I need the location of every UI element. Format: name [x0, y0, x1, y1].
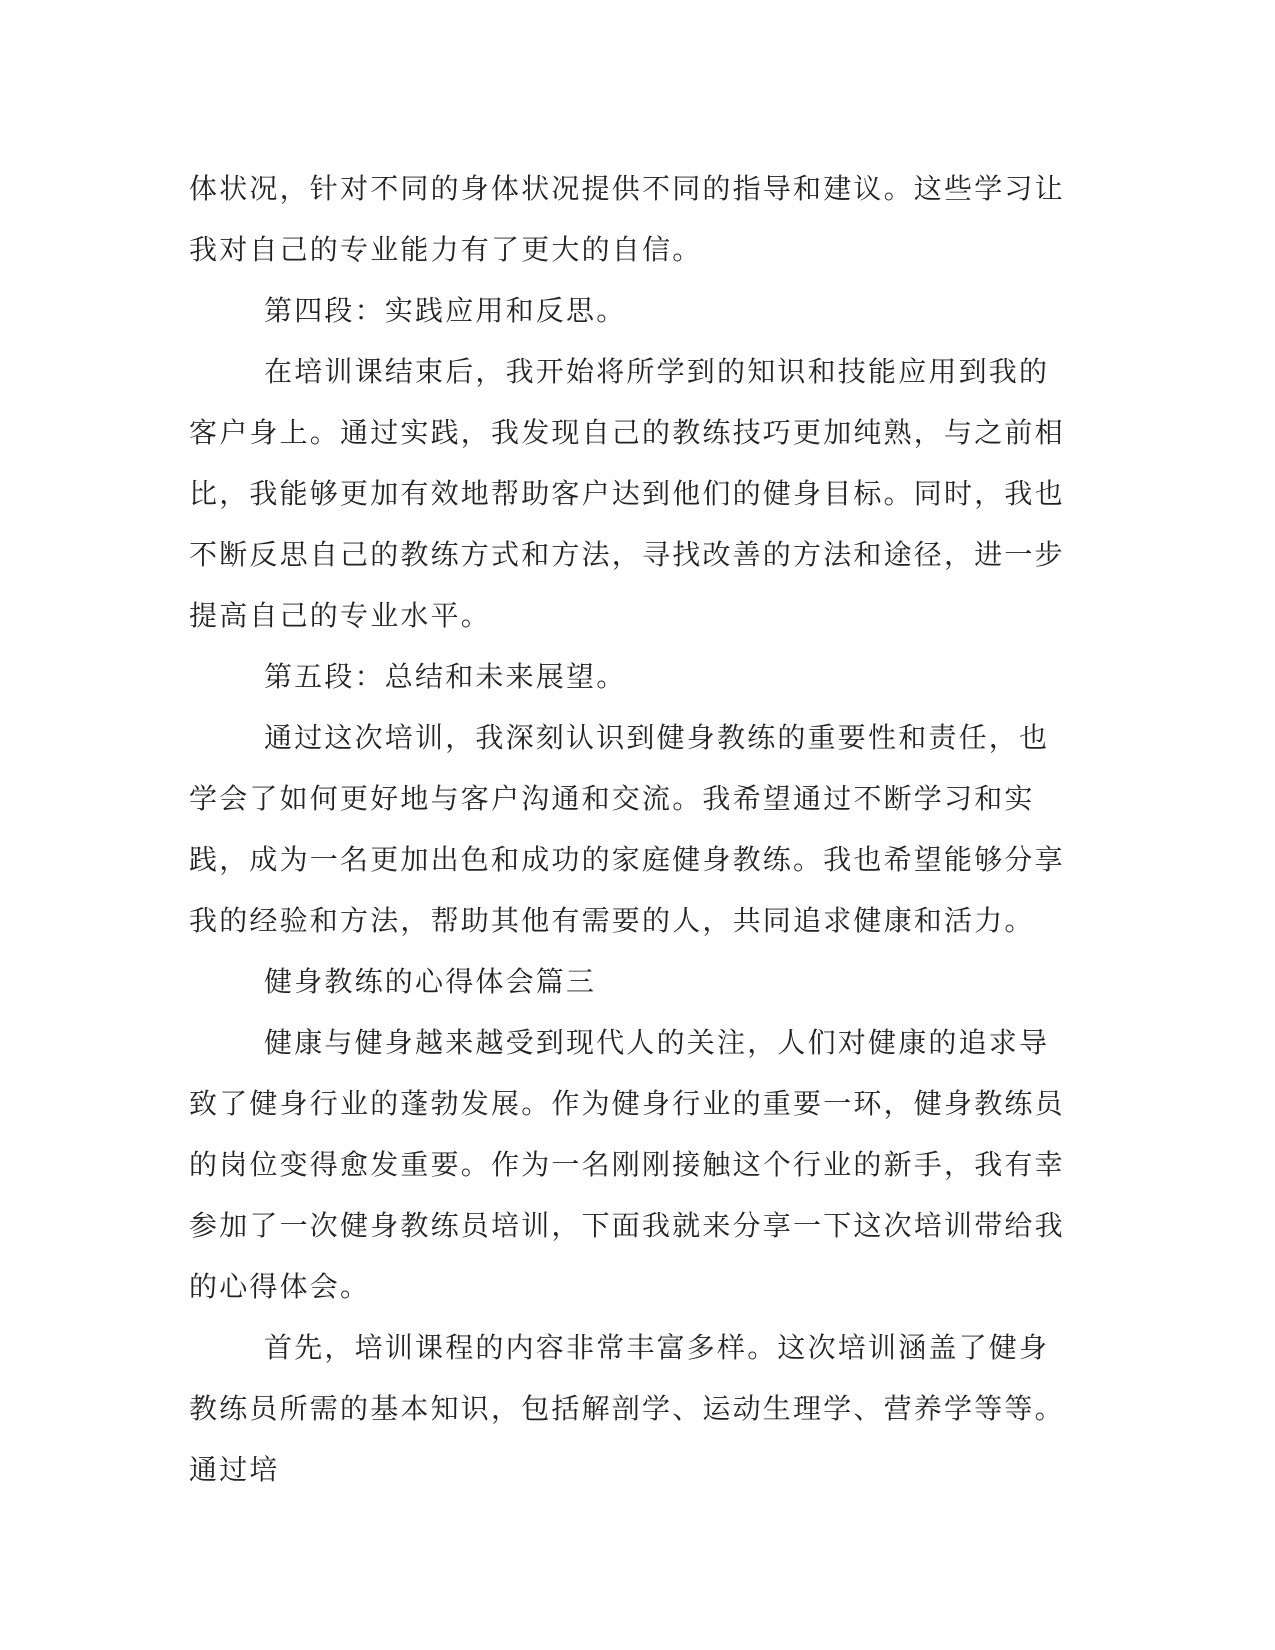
section-heading-4: 第四段：实践应用和反思。: [264, 294, 627, 327]
section-heading-5: 第五段：总结和未来展望。: [264, 660, 627, 693]
paragraph-summary: 通过这次培训，我深刻认识到健身教练的重要性和责任，也学会了如何更好地与客户沟通和交流。我希望通过不断学习和实践，成为一名更加出色和成功的家庭健身教练。我也希望能够分享我的经验和方法，帮助其他有需要的人，共同追求健康和活力。: [189, 721, 1065, 937]
document-body: [189, 158, 1075, 1500]
article-title-part3: 健身教练的心得体会篇三: [264, 965, 597, 998]
paragraph-first: 首先，培训课程的内容非常丰富多样。这次培训涵盖了健身教练员所需的基本知识，包括解剖学、运动生理学、营养学等等。通过培: [189, 1331, 1065, 1486]
paragraph-continuation: 体状况，针对不同的身体状况提供不同的指导和建议。这些学习让我对自己的专业能力有了更大的自信。: [189, 172, 1065, 266]
paragraph-practice: 在培训课结束后，我开始将所学到的知识和技能应用到我的客户身上。通过实践，我发现自己的教练技巧更加纯熟，与之前相比，我能够更加有效地帮助客户达到他们的健身目标。同时，我也不断反思自己的教练方式和方法，寻找改善的方法和途径，进一步提高自己的专业水平。: [189, 355, 1065, 632]
paragraph-intro: 健康与健身越来越受到现代人的关注，人们对健康的追求导致了健身行业的蓬勃发展。作为健身行业的重要一环，健身教练员的岗位变得愈发重要。作为一名刚刚接触这个行业的新手，我有幸参加了一次健身教练员培训，下面我就来分享一下这次培训带给我的心得体会。: [189, 1026, 1065, 1303]
